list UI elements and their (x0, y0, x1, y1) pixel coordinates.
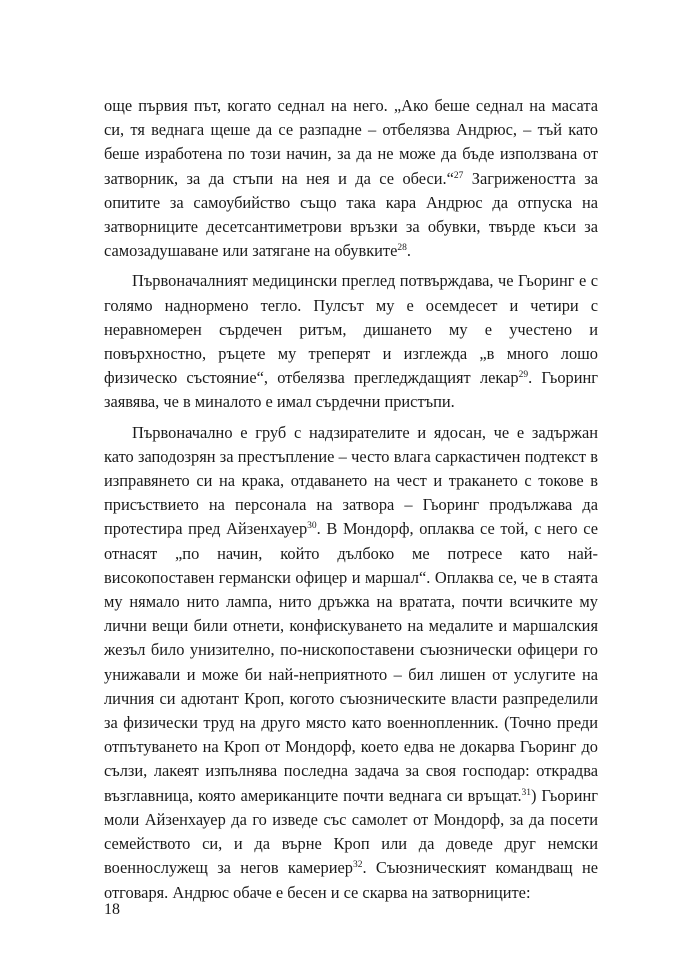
paragraph-text: ) Гьоринг моли Айзенхауер да го изведе със самолет от Мондорф, за да посети семейството си, и да върне Кроп или да доведе друг немски военнослужещ за негов камериер (104, 785, 598, 878)
paragraph-text: . В Мондорф, оплаква се той, с него се отнасят „по начин, който дълбоко ме потресе като най-високопоставен германски офицер и маршал“. Оплаква се, че в стаята му нямало нито лампа, нито дръжка на вратата, почти всичките му лични вещи били отнети, конфискуването на медалите и маршалския жезъл било унизително, по-нископоставени съюзнически офицери го унижавали и може би най-неприятното – бил лишен от услугите на личния си адютант Кроп, когото съюзническите власти разпределили за физически труд на друго място като военнопленник. (Точно преди отпътуването на Кроп от Мондорф, което едва не докарва Гьоринг до сълзи, лакеят изпълнява последна задача за своя господар: открадва възглавница, която американците почти веднага си връщат. (104, 519, 598, 805)
paragraph-text: Първоначалният медицински преглед потвърждава, че Гьоринг е с голямо наднормено тегло. Пулсът му е осемдесет и четири с неравномерен сърдечен ритъм, дишането му е учестено и повърхностно, ръцете му треперят и изглежда „в много лошо физическо състояние“, отбелязва прегледждащият лекар (104, 271, 598, 388)
paragraph (104, 269, 598, 414)
page-number: 18 (104, 901, 120, 918)
body-text (104, 94, 598, 911)
footnote-ref: 32 (352, 860, 363, 871)
footnote-ref: 31 (521, 787, 532, 798)
paragraph-text: . (406, 241, 411, 261)
paragraph-text: . Гьоринг заявява, че в миналото е имал сърдечни пристъпи. (104, 368, 598, 412)
footnote-ref: 30 (307, 521, 317, 532)
paragraph-text: . Съюзническият командващ не отговаря. Андрюс обаче е бесен и се скарва на затворниците: (104, 858, 598, 902)
paragraph (104, 94, 598, 263)
footnote-ref: 28 (397, 243, 407, 254)
footnote-ref: 29 (518, 370, 529, 381)
footnote-ref: 27 (453, 170, 464, 181)
paragraph (104, 421, 598, 905)
paragraph-text: Първоначално е груб с надзирателите и ядосан, че е задържан като заподозрян за престъпление – често влага саркастичен подтекст в изправянето си на крака, отдаването на чест и тракането с токове в присъствието на персонала на затвора – Гьоринг продължава да протестира пред Айзенхауер (104, 422, 598, 539)
paragraph-text: Загрижеността за опитите за самоубийство също така кара Андрюс да отпуска на затворниците десетсантиметрови връзки за обувки, твърде къси за самозадушаване или затягане на обувките (104, 168, 598, 261)
paragraph-text: още първия път, когато седнал на него. „Ако беше седнал на масата си, тя веднага щеше да се разпадне – отбелязва Андрюс, – тъй като беше изработена по този начин, за да не може да бъде използвана от затворник, за да стъпи на нея и да се обеси.“ (104, 96, 598, 188)
